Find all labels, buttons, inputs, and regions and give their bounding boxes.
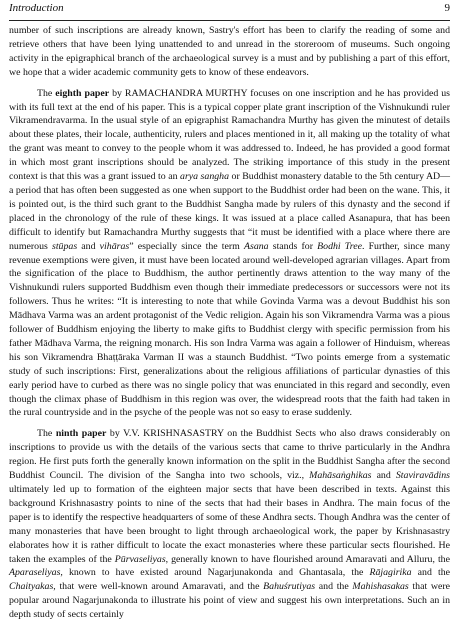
italic-term: Chaityakas [9, 581, 54, 593]
italic-term: vihāras [99, 240, 130, 252]
italic-term: Rājagirika [369, 567, 412, 579]
text-run: . Further, since many revenue exemptions were given, it must have been located around well-developed agrarian villages. Apart from the signification of the place to Buddhism, the author pertinently draws attention to the way many of the Vishnukundi rulers supported Buddhism even though their immediate predecessors or successors were not its followers. Thus he writes: “It is interesting to note that while Govinda Varma was a devout Buddhist his son Mādhava Varma was an ardent protagonist of the Vedic religion. Again his son Vikramendra Varma was a pious follower of Buddhism enjoying the liberty to make gifts to Buddhist clergy with specific permission from his father Mādhava Varma, the reigning monarch. His son Indra Varma was again a follower of Hinduism, whereas his son Vikramendra Bhaṭṭāraka Varman II was a staunch Buddhist. “Two points emerge from a systematic study of such inscriptions: First, generalizations about the religious affiliations of particular dynasties of this early period have to curbed as there was no single policy that was enunciated in this regard and secondly, even though the climax phase of Buddhism in this region was over, the widespread roots that the faith had taken in the rural countryside and in the psyche of the people was not so easy to erase suddenly. [9, 240, 451, 419]
text-run: , that were well-known around Amaravati, and the [53, 581, 264, 593]
italic-term: stūpas [51, 240, 78, 252]
text-run: and [371, 470, 396, 482]
running-header [9, 2, 450, 18]
text-run: stands for [268, 240, 318, 252]
header-rule [9, 20, 450, 21]
italic-term: arya sangha [180, 171, 230, 183]
text-run: and the [411, 567, 450, 579]
text-run: or Buddhist monastery datable to the 5th century AD—a period that has often been suggested as one when support to the Buddhist order had been on the wane. This, it is pointed out, is the third such grant to the Buddhist Sangha made by rulers of this dynasty and the second if placed in the chronology of the rule of these kings. It was issued at a place called Asanapura, that has been difficult to identify but Ramachandra Murthy suggests that “it must be identified with a place where there are numerous [9, 171, 451, 252]
italic-term: Aparaseliyas [9, 567, 61, 579]
text-run: number of such inscriptions are already known, Sastry's effort has been to clarify the reading of some and retrieve others that have been lying unattended to and unread in the storeroom of museums. Such ongoing activity in the epigraphical branch of the archaeological survey is a must and by publishing a part of this effort, we hope that a wider academic community gets to know of these endeavors. [9, 25, 450, 78]
bold-term: ninth paper [55, 428, 107, 440]
text-run: The [37, 87, 56, 99]
section-title: Introduction [9, 2, 64, 14]
paragraph-continuation [9, 24, 450, 80]
text-run: ultimately led up to formation of the eighteen major sects that have been described in texts. Against this background Krishnasastry points to nine of the sects that had their bases in Andhra. The main focus of the paper is to identify the respective headquarters of some of these Andhra sects. Though Andhra was the center of many monasteries that have been brought to light through archaeological work, the paper by Krishnasastry elaborates how it is rather difficult to locate the exact monasteries where these particular sects flourished. He taken the examples of the [9, 484, 450, 565]
body-text [9, 24, 450, 622]
text-run: and the [315, 581, 353, 593]
italic-term: Mahāsaṅghikas [309, 470, 372, 482]
text-run: by V.V. KRISHNASASTRY on the Buddhist Sects who also draws considerably on inscriptions to provide us with the details of the various sects that came to thrive particularly in the Andhra region. He first puts forth the generally known information on the split in the Buddhist Sangha after the second Buddhist Council. The division of the Sangha into two schools, viz., [9, 428, 451, 482]
document-page [9, 2, 450, 622]
italic-term: Asana [243, 240, 269, 252]
text-run: ” especially since the term [129, 240, 244, 252]
italic-term: Bahuśrutiyas [263, 581, 316, 593]
paragraph-eighth-paper [9, 87, 450, 421]
text-run: The [37, 428, 56, 440]
page-number: 9 [444, 2, 450, 14]
italic-term: Bodhi Tree [317, 240, 362, 252]
text-run: and [77, 240, 100, 252]
italic-term: Pūrvaseliyas [114, 553, 166, 565]
text-run: that were popular around Nagarjunakonda to illustrate his point of view and suggest his own interpretations. Such an in depth study of sects certainly [9, 581, 451, 621]
italic-term: Mahishasakas [352, 581, 409, 593]
text-run: , generally known to have flourished around Amaravati and Alluru, the [165, 553, 450, 565]
bold-term: eighth paper [55, 87, 110, 99]
text-run: , known to have existed around Nagarjunakonda and Ghantasala, the [60, 567, 370, 579]
italic-term: Staviravādins [395, 470, 450, 482]
text-run: by RAMACHANDRA MURTHY focuses on one inscription and he has provided us with its full text at the end of his paper. This is a typical copper plate grant inscription of the Vishnukundi ruler Vikramendravarma. In the usual style of an epigraphist Ramachandra Murthy has given the minutest of details about these plates, their locale, authenticity, rulers and places mentioned in it, all making up the totality of what the grant was meant to convey to the people whom it was addressed to. Indeed, he has provided a good format in which most grant inscriptions should be analyzed. The striking importance of this study in the present context is that this was a grant issued to an [9, 87, 451, 183]
paragraph-ninth-paper [9, 427, 450, 622]
